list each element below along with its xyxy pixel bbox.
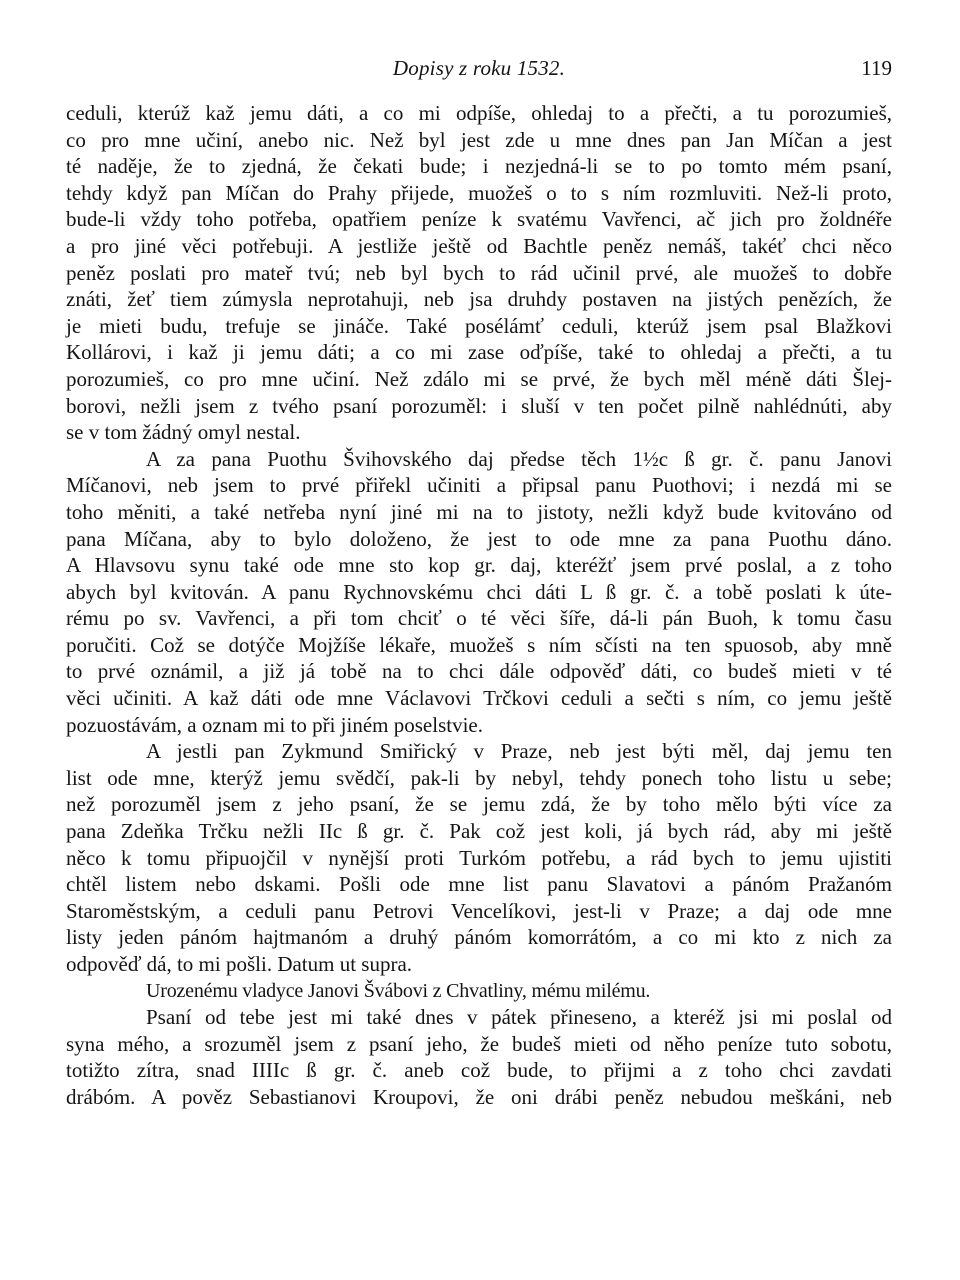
text-line: bude-li vždy toho potřeba, opatřiem peníze k svatému Vavřenci, ač jich pro žoldnéře: [66, 207, 892, 232]
text-line: je mieti budu, trefuje se jináče. Také posélámť ceduli, kterúž jsem psal Blažkovi: [66, 313, 892, 338]
text-line: se v tom žádný omyl nestal.: [66, 420, 301, 445]
text-line: peněz poslati pro mateř tvú; neb byl bych to rád učinil prvé, ale muožeš to dobře: [66, 260, 892, 285]
text-line: Míčanovi, neb jsem to prvé přiřekl učiniti a připsal panu Puothovi; i nezdá mi se: [66, 473, 892, 498]
text-line: tehdy když pan Míčan do Prahy přijede, muožeš o to s ním rozmluviti. Než-li proto,: [66, 180, 892, 205]
running-title: Dopisy z roku 1532.: [392, 56, 566, 80]
text-line: Staroměstským, a ceduli panu Petrovi Vencelíkovi, jest-li v Praze; a daj ode mne: [66, 898, 892, 923]
text-line: pozuostávám, a oznam mi to při jiném poselstvie.: [66, 712, 483, 737]
text-line: porozumieš, co pro mne učiní. Než zdálo mi se prvé, že bych měl méně dáti Šlej-: [66, 366, 892, 391]
page-body: [66, 100, 892, 1111]
text-line: Psaní od tebe jest mi také dnes v pátek přineseno, a kteréž jsi mi poslal od: [146, 1005, 892, 1030]
text-line: listy jeden pánóm hajtmanóm a druhý pánóm komorrátóm, a co mi kto z nich za: [66, 925, 892, 950]
text-line: než porozuměl jsem z jeho psaní, že se jemu zdá, že by toho mělo býti více za: [66, 792, 892, 817]
text-line: pana Míčana, aby to bylo doloženo, že jest to ode mne za pana Puothu dáno.: [66, 526, 892, 551]
page-header: [66, 56, 892, 86]
text-line: poručiti. Což se dotýče Mojžíše lékaře, muožeš s ním sčísti na ten spuosob, aby mně: [66, 632, 892, 657]
text-line: totižto zítra, snad IIIIc ß gr. č. aneb což bude, to přijmi a z toho chci zavdati: [66, 1058, 892, 1083]
paragraph: [66, 1004, 892, 1110]
text-line: pana Zdeňka Trčku nežli IIc ß gr. č. Pak což jest koli, já bych rád, aby mi ještě: [66, 819, 892, 844]
text-line: Kollárovi, i kaž ji jemu dáti; a co mi zase oďpíše, také to ohledaj a přečti, a tu: [66, 340, 892, 365]
text-line: A za pana Puothu Švihovského daj předse těch 1½c ß gr. č. panu Janovi: [146, 446, 892, 471]
paragraph: [66, 446, 892, 739]
text-line: drábóm. A pověz Sebastianovi Kroupovi, že oni drábi peněz nebudou meškáni, neb: [66, 1084, 892, 1109]
text-line: A Hlavsovu synu také ode mne sto kop gr. daj, kteréžť jsem prvé poslal, a z toho: [66, 553, 892, 578]
text-line: list ode mne, kterýž jemu svědčí, pak-li by nebyl, tehdy ponech toho listu u sebe;: [66, 765, 892, 790]
text-line: chtěl listem nebo dskami. Pošli ode mne list panu Slavatovi a pánóm Pražanóm: [66, 872, 892, 897]
text-line: a pro jiné věci potřebuji. A jestliže ještě od Bachtle peněz nemáš, takéť chci něco: [66, 233, 892, 258]
text-line: věci učiniti. A kaž dáti ode mne Václavovi Trčkovi ceduli a sečti s ním, co jemu ještě: [66, 686, 892, 711]
text-line: toho měniti, a také netřeba nyní jiné mi na to jistoty, nežli když bude kvitováno od: [66, 499, 892, 524]
text-line: té naděje, že to zjedná, že čekati bude; i nezjedná-li se to po tomto mém psaní,: [66, 154, 892, 179]
text-line: znáti, žeť tiem zúmysla neprotahuji, neb jsa druhdy postaven na jistých penězích, že: [66, 287, 892, 312]
text-line: abych byl kvitován. A panu Rychnovskému chci dáti L ß gr. č. a tobě poslati k úte-: [66, 579, 892, 604]
letter-address-heading: Urozenému vladyce Janovi Švábovi z Chvatliny, mému milému.: [146, 979, 651, 1002]
text-line: ceduli, kterúž kaž jemu dáti, a co mi odpíše, ohledaj to a přečti, a tu porozumieš,: [66, 101, 892, 125]
text-line: odpověď dá, to mi pošli. Datum ut supra.: [66, 952, 413, 976]
page-number: 119: [861, 56, 892, 80]
text-line: to prvé oznámil, a již já tobě na to chci dále odpověď dáti, co budeš mieti v té: [66, 659, 892, 684]
text-line: borovi, nežli jsem z tvého psaní porozuměl: i sluší v ten počet pilně nahlédnúti, aby: [66, 393, 892, 418]
text-line: rému po sv. Vavřenci, a při tom chciť o té věci šíře, dá-li pán Buoh, k tomu času: [66, 606, 892, 631]
paragraph: [66, 738, 892, 977]
text-line: A jestli pan Zykmund Smiřický v Praze, neb jest býti měl, daj jemu ten: [146, 739, 892, 764]
paragraph: [66, 100, 892, 446]
text-line: syna mého, a srozuměl jsem z psaní jeho, že budeš mieti od něho peníze tuto sobotu,: [66, 1031, 892, 1056]
text-line: co pro mne učiní, anebo nic. Než byl jest zde u mne dnes pan Jan Míčan a jest: [66, 127, 892, 152]
text-line: něco k tomu připuojčil v nynější proti Turkóm potřebu, a rád bych to jemu ujistiti: [66, 845, 892, 870]
